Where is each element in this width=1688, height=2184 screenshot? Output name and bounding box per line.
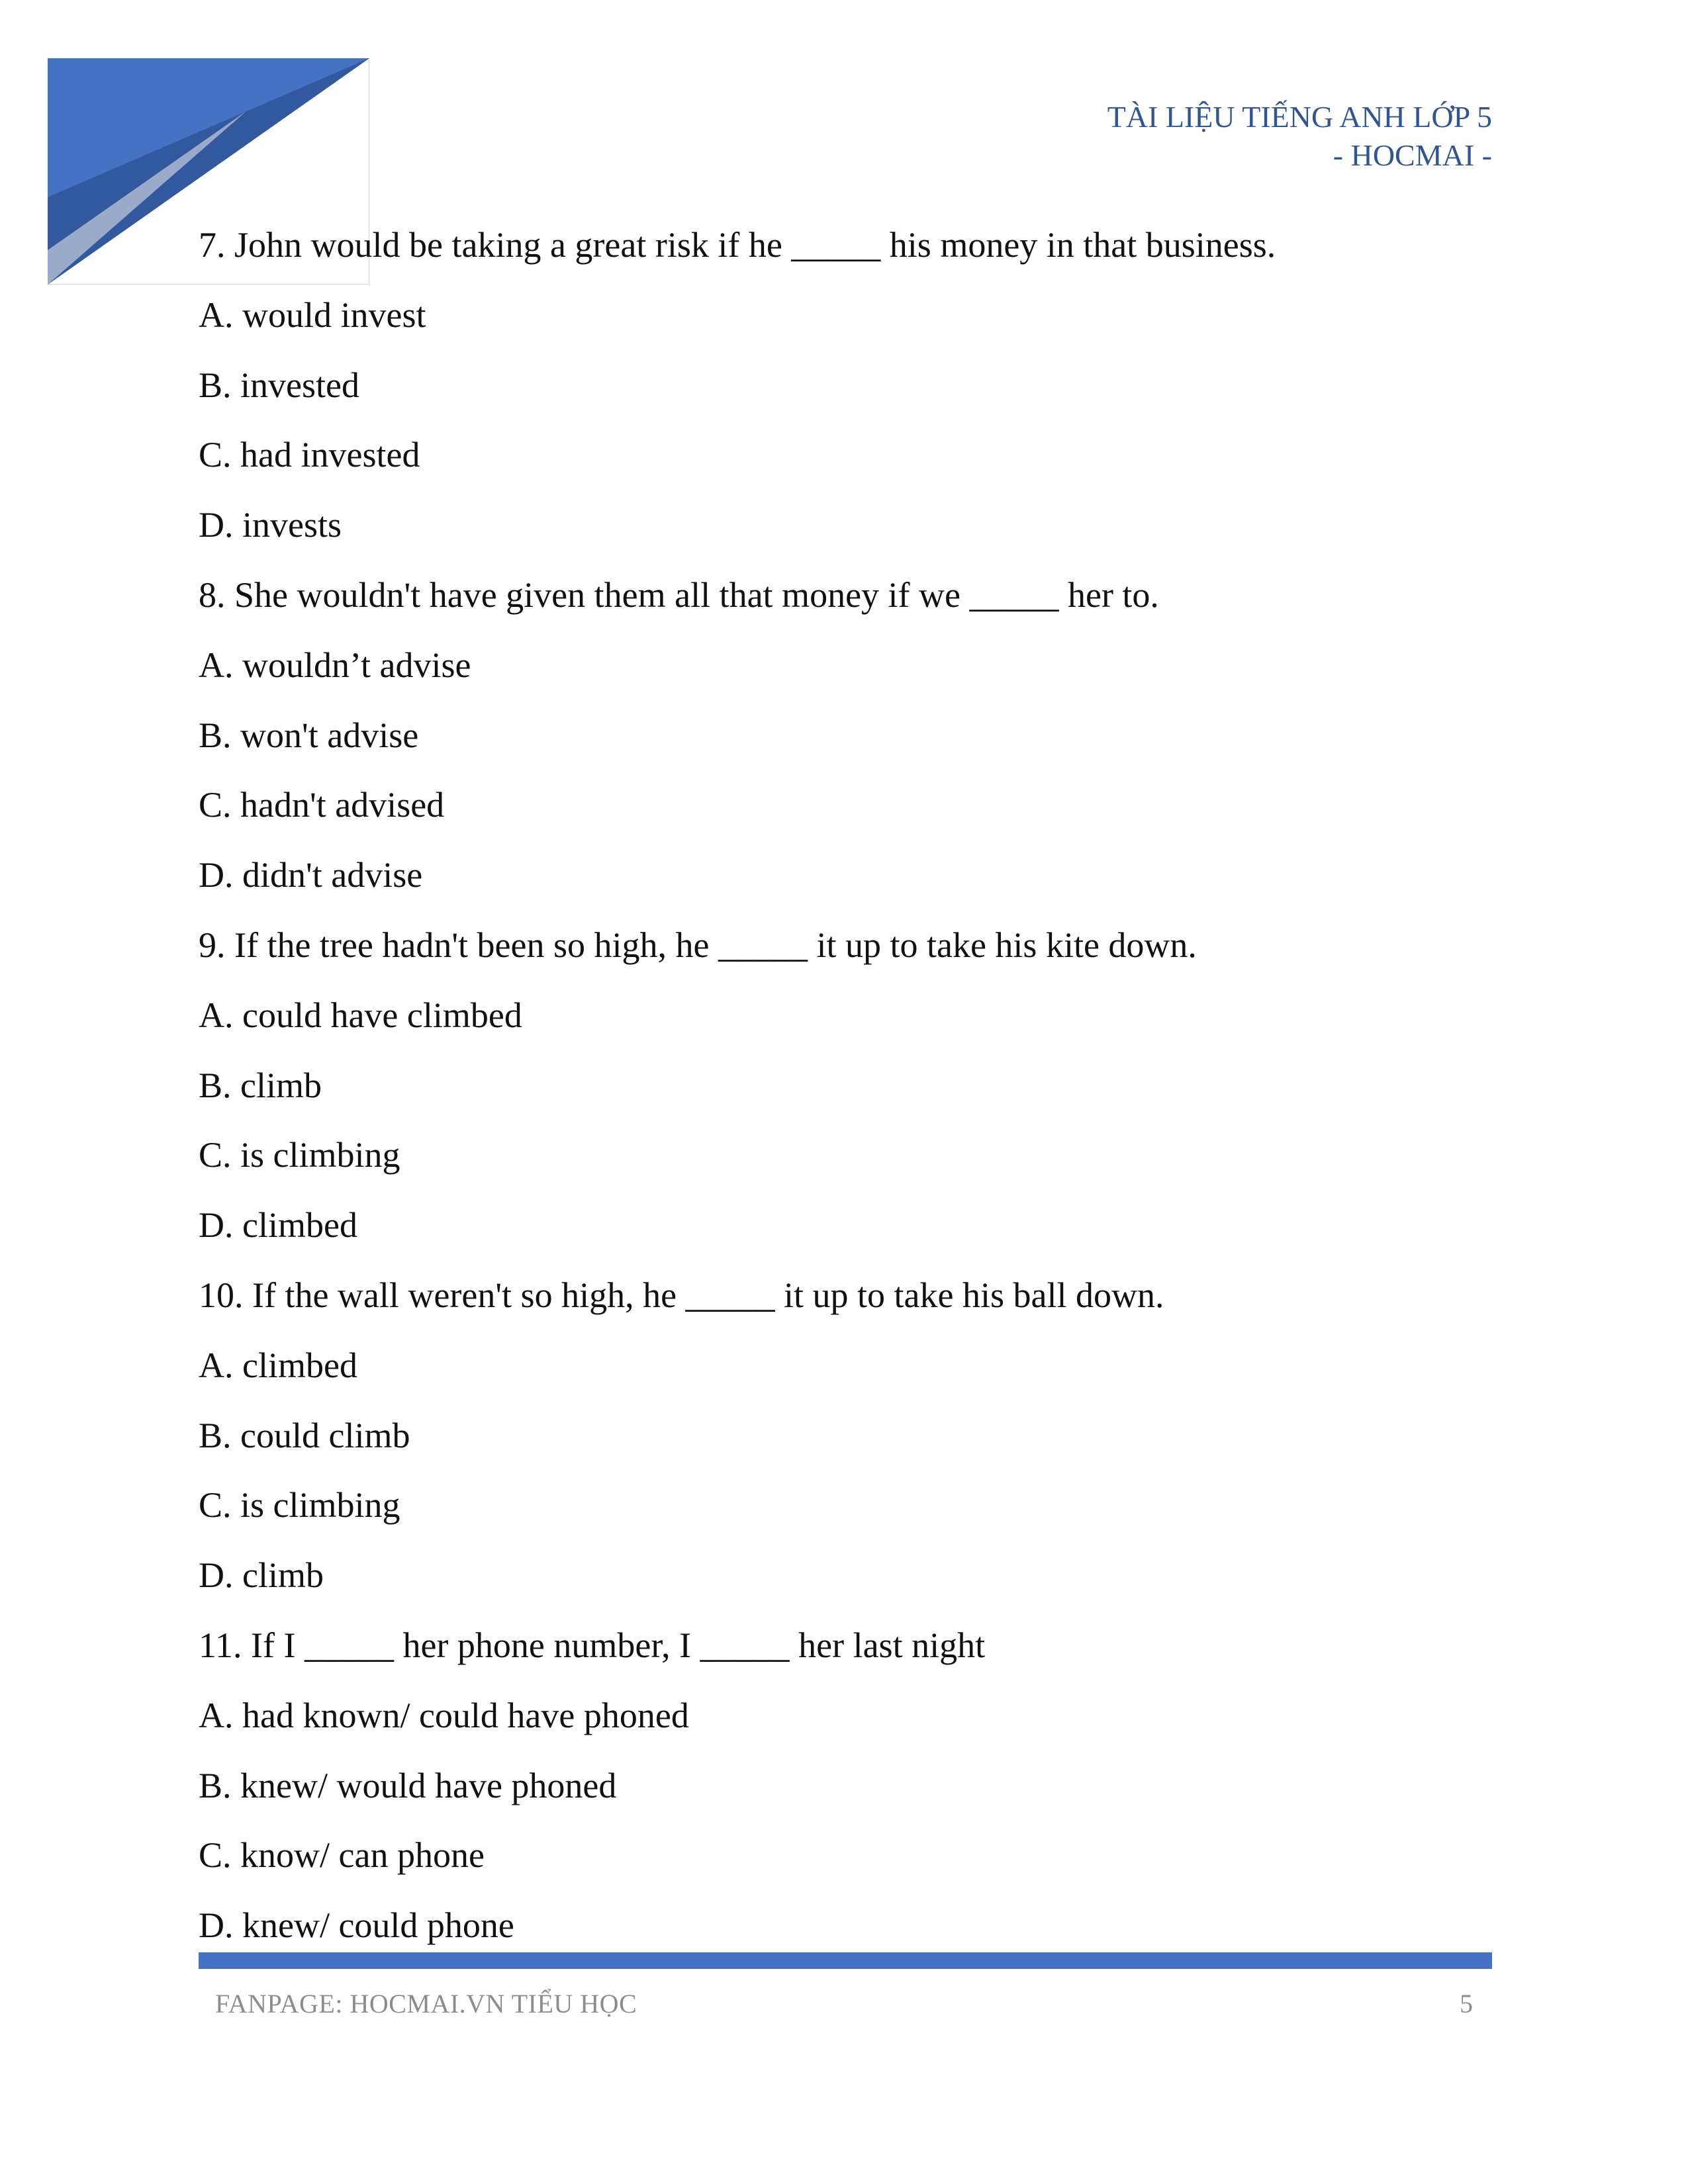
answer-option: B. could climb: [199, 1415, 410, 1455]
footer-fanpage: FANPAGE: HOCMAI.VN TIỂU HỌC: [215, 1989, 637, 2019]
question-list: [199, 218, 1496, 1969]
answer-option: B. climb: [199, 1065, 322, 1105]
document-header: [1107, 98, 1492, 175]
question-stem: 8. She wouldn't have given them all that money if we _____ her to.: [199, 574, 1159, 615]
answer-option: D. climb: [199, 1555, 324, 1596]
answer-option: C. is climbing: [199, 1135, 400, 1175]
answer-option: A. climbed: [199, 1345, 357, 1385]
answer-option: A. would invest: [199, 295, 426, 335]
header-subtitle: - HOCMAI -: [1333, 138, 1492, 172]
answer-option: D. climbed: [199, 1205, 357, 1246]
answer-option: D. knew/ could phone: [199, 1905, 514, 1946]
question-stem: 11. If I _____ her phone number, I _____ her last night: [199, 1625, 986, 1665]
answer-option: A. had known/ could have phoned: [199, 1695, 689, 1735]
answer-option: C. had invested: [199, 435, 420, 475]
answer-option: D. didn't advise: [199, 855, 423, 895]
answer-option: C. is climbing: [199, 1485, 400, 1525]
question-stem: 7. John would be taking a great risk if he _____ his money in that business.: [199, 225, 1276, 265]
answer-option: B. invested: [199, 365, 359, 405]
answer-option: A. wouldn’t advise: [199, 645, 471, 685]
answer-option: B. knew/ would have phoned: [199, 1765, 617, 1805]
footer-divider: [199, 1952, 1492, 1969]
answer-option: C. hadn't advised: [199, 785, 445, 825]
header-title: TÀI LIỆU TIẾNG ANH LỚP 5: [1107, 100, 1492, 134]
answer-option: B. won't advise: [199, 715, 419, 755]
answer-option: D. invests: [199, 505, 342, 545]
question-stem: 9. If the tree hadn't been so high, he _____ it up to take his kite down.: [199, 925, 1197, 965]
question-stem: 10. If the wall weren't so high, he _____ it up to take his ball down.: [199, 1275, 1164, 1315]
answer-option: C. know/ can phone: [199, 1835, 485, 1876]
page-number: 5: [1460, 1989, 1473, 2019]
answer-option: A. could have climbed: [199, 995, 522, 1035]
